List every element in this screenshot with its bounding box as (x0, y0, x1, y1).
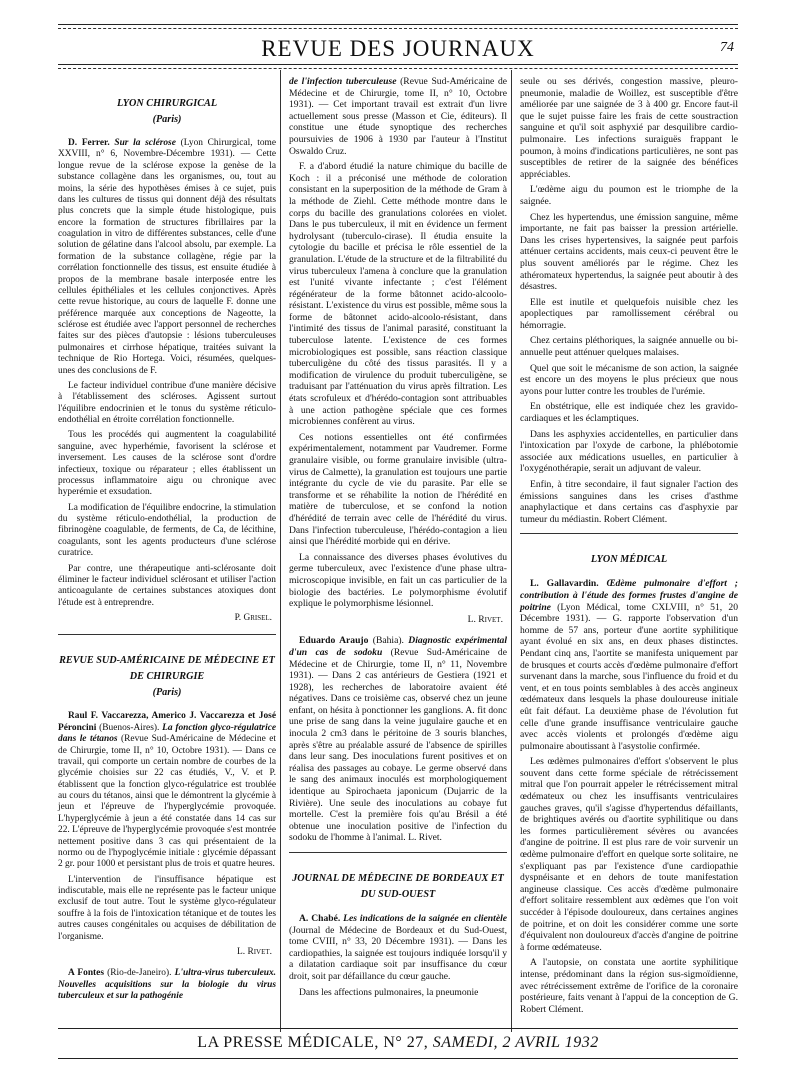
page-footer (58, 1034, 738, 1052)
signature-text: L. Rivet. (467, 613, 503, 625)
article-paragraph (58, 711, 276, 870)
article-place: (Rio-de-Janeiro). (107, 968, 172, 979)
footer-journal: LA PRESSE MÉDICALE, (197, 1034, 379, 1051)
article-paragraph (520, 479, 738, 525)
article-paragraph: L'œdème aigu du poumon est le triomphe de la saignée. (520, 184, 738, 207)
article-paragraph: F. a d'abord étudié la nature chimique du bacille de Koch : il a préconisé une méthode de coloration consistant en la superposition de la méthode de Gram à la méthode de Ziehl. Cette méthode montre dans le corps du bacille des granulations colorées en violet. Dans le pus tuberculeux, il mit en évidence un ferment hydrolysant (tuberculo-cirase). Il étudia ensuite la cytologie du bacille et précisa le rôle essentiel de la granulation. L'étude de la structure et de la filtrabilité du virus tuberculeux l'amena à conclure que la granulation est l'unité vivante infectante ; c'est l'élément régénérateur de la forme bâtonnet acido-alcoolo-résistant. L'existence du virus est possible, même sous la forme de bâtonnet acido-alcoolo-résistant, dans l'intimité des tissus de l'animal parasité, constituant la tuberculose latente. L'existence de ces formes microbiologiques est possible, sans réaction classique tuberculigène du côté des tissus parasités. Il y a modification de virulence du produit tuberculigène, se traduisant par l'atténuation du virus après filtration. Les états scrofuleux et d'hérédo-contagion sont attribuables à une action pathogène spéciale que ces formes microbiennes confèrent au virus. (289, 161, 507, 428)
column-3 (520, 76, 738, 1019)
article-paragraph: Le facteur individuel contribue d'une manière décisive à l'établissement des scléroses. Agissent surtout l'équilibre endocrinien et le tonus du système réticulo-endothélial en étroite corrélation fonctionnelle. (58, 380, 276, 425)
article-paragraph: Chez certains pléthoriques, la saignée annuelle ou bi-annuelle peut atténuer quelques malaises. (520, 335, 738, 359)
top-rule (58, 24, 738, 25)
article-title: Œdème pulmonaire d'effort ; contribution à l'étude des formes frustes d'angine de poitrine (520, 578, 738, 613)
footer-date: SAMEDI, 2 AVRIL 1932 (432, 1034, 599, 1051)
section-title: JOURNAL DE MÉDECINE DE BORDEAUX ET DU SUD-OUEST (292, 873, 504, 900)
article-paragraph: La modification de l'équilibre endocrine, la stimulation du système réticulo-endothélial, la production de fibrinogène coagulable, de ferments, de Ca, de lécithine, coagulants, sont les agents producteurs d'une sclérose curatrice. (58, 502, 276, 559)
article-author: A Fontes (68, 968, 104, 979)
section-heading (58, 96, 276, 128)
signature-text: L. Rivet. (237, 946, 272, 957)
signature-text: P. Grisel. (234, 613, 272, 623)
article-paragraph (289, 635, 507, 844)
article-reference: (Revue Sud-Américaine de Médecine et de Chirurgie, tome II, n° 10, Octobre 1931). — (58, 734, 276, 756)
article-paragraph: La connaissance des diverses phases évolutives du germe tuberculeux, avec l'existence d'une phase ultra-microscopique invisible, en fait un cas particulier de la biologie des bactéries. Le polymorphisme évolutif explique le polymorphisme lésionnel. (289, 551, 507, 610)
article-paragraph: Dans les asphyxies accidentelles, en particulier dans l'intoxication par l'oxyde de carbone, la phlébotomie associée aux médications usuelles, en particulier à l'oxygénothérapie, serait un adjuvant de valeur. (520, 428, 738, 475)
article-title: Diagnostic expérimental d'un cas de sodoku (289, 635, 507, 658)
section-city: (Paris) (152, 114, 182, 125)
section-divider (289, 852, 507, 853)
article-paragraph (289, 76, 507, 157)
header-rule-dashed (58, 68, 738, 69)
section-divider (520, 533, 738, 534)
section-title: LYON MÉDICAL (590, 554, 668, 566)
article-reference: (Revue Sud-Américaine de Médecine et de Chirurgie, tome II, n° 11, Novembre 1931). — (289, 646, 507, 682)
column-2 (289, 76, 507, 1002)
article-paragraph (58, 138, 276, 377)
article-title: Les indications de la saignée en clientèle (343, 913, 507, 924)
signature-text: L. Rivet. (408, 832, 442, 844)
article-paragraph: Chez les hypertendus, une émission sanguine, même importante, ne fait pas baisser la pression artérielle. Dans les crises hypertensives, la saignée peut parfois atténuer certains accidents, mais ceux-ci peuvent être le plus souvent améliorés par le régime. Chez les athéromateux hypertendus, la saignée peut aboutir à des désastres. (520, 211, 738, 293)
article-paragraph: Tous les procédés qui augmentent la coagulabilité sanguine, avec hyperhémie, favorisent la sclérose et inversement. Les causes de la sclérose sont d'ordre infectieux, toxique ou réparateur ; elles établissent un processus inflammatoire aigu ou chronique avec hyperémie et exsudation. (58, 430, 276, 498)
article-paragraph: Quel que soit le mécanisme de son action, la saignée est encore un des moyens le plus précieux que nous ayons pour lutter contre les troubles de l'urémie. (520, 362, 738, 397)
article-text: Enfin, à titre secondaire, il faut signaler l'action des émissions sanguines dans les crises d'asthme anaphylactique et dans certains cas d'asphyxie par tumeur du médiastin. (520, 479, 738, 525)
article-place: (Buenos-Aires). (99, 722, 160, 733)
section-title: LYON CHIRURGICAL (116, 98, 218, 109)
article-author: L. Gallavardin. (530, 578, 599, 590)
masthead: REVUE DES JOURNAUX (261, 36, 535, 61)
article-paragraph: Les œdèmes pulmonaires d'effort s'observent le plus souvent dans cette forme spéciale de rétrécissement mitral que l'on pourrait appeler le rétrécissement mitral œdémateux ou chez les insuffisants ventriculaires gauches graves, qu'il s'agisse d'hypertendus défaillants, de brightiques avérés ou d'aortite syphilitique ou dans les formes particulièrement sévères ou avancées d'angine de poitrine. Il est plus rare de voir survenir un œdème pulmonaire d'effort en quelque sorte solitaire, ne s'expliquant pas par l'existence d'une cardiopathie dyspnéisante et en dehors de toute manifestation angineuse classique. Ces accès d'œdème pulmonaire d'effort solitaire ressemblent aux œdèmes que l'on voit succéder à l'épisode douloureux, dans certaines angines de poitrine, et on doit les considérer comme une sorte d'équivalent non douloureux d'accès d'angine de poitrine à forme œdémateuse. (520, 756, 738, 953)
article-paragraph: Par contre, une thérapeutique anti-sclérosante doit éliminer le facteur individuel sclérosant et utiliser l'action anticoagulante de certaines substances atoxiques dont l'étude est à entreprendre. (58, 563, 276, 608)
article-text: Cet important travail est extrait d'un livre actuellement sous presse (Masson et Cie, éditeurs). Il constitue une étude synoptique des recherches poursuivies de 1906 à 1930 par l'auteur à l'Institut Oswaldo Cruz. (289, 99, 507, 157)
article-paragraph: Dans les affections pulmonaires, la pneumonie (299, 986, 479, 998)
bottom-rule (58, 1058, 738, 1059)
article-reference: (Lyon Chirurgical, tome XXVIII, n° 6, Novembre-Décembre 1931). — (58, 138, 276, 160)
article-reference: (Lyon Médical, tome CXLVIII, n° 51, 20 Décembre 1931). — (520, 601, 738, 625)
article-paragraph: En obstétrique, elle est indiquée chez les gravido-cardiaques et les éclamptiques. (520, 401, 738, 425)
article-paragraph (289, 913, 507, 983)
article-text: Dans ce travail, qui comporte un certain nombre de courbes de la glycémie choisies sur 22 cas étudiés, V., V. et P. établissent que la fonction glyco-régulatrice est troublée au cours du tétanos, ainsi que le démontrent la glycémie à jeun et l'épreuve de l'hyperglycémie provoquée. L'hyperglycémie à jeun a été constatée dans 14 cas sur 22. L'épreuve de l'hyperglycémie provoquée s'est montrée nettement positive dans 3 cas qui présentaient de la normo ou de l'hypoglycémie initiale : glycémie dépassant 2 gr. pour 1000 et persistant plus de trois et quatre heures. (58, 745, 276, 870)
article-paragraph: L'intervention de l'insuffisance hépatique est indiscutable, mais elle ne représente pas le facteur unique exclusif de tout autre. Tout le système glyco-régulateur souffre à la fois de l'intoxication tétanique et de toutes les autres causes congénitales ou acquises de débilitation de l'organisme. (58, 874, 276, 942)
header-rule (58, 64, 738, 65)
article-paragraph: seule ou ses dérivés, congestion massive, pleuro-pneumonie, maladie de Woillez, est susceptible d'être améliorée par une saignée de 3 à 400 gr. Encore faut-il que le sujet puisse faire les frais de cette soustraction sanguine et qu'il soit asphyxié par desquilibre cardio-pulmonaire. Les infections suraiguës frappant le poumon, à moins d'indications particulières, ne sont pas susceptibles de retirer de la saignée des bénéfices appréciables. (520, 76, 738, 180)
article-paragraph: Elle est inutile et quelquefois nuisible chez les apoplectiques par ramollissement cérébral ou hémorragie. (520, 296, 738, 331)
article-title: L'ultra-virus tuberculeux. Nouvelles acquisitions sur la biologie du virus tuberculeux et sur la pathogénie (58, 968, 276, 1001)
article-text: Dans 2 cas antérieurs de Gestiera (1921 et 1928), les recherches de laboratoire avaient été négatives. Dans ce troisième cas, observé chez un jeune enfant, on hésita à ponctionner les ganglions. A. fit donc une prise de sang dans la veine jugulaire gauche et en inocula 2 cm3 dans le péritoine de 3 souris blanches, après s'être au préalable assuré de l'absence de spirilles dans leur sang. Des inoculations furent positives et on réalisa des passages au cobaye. Le germe observé dans le sang des animaux inoculés est morphologiquement identique au Spirochaeta japonicum (Dujarric de la Rivière). Une seule des inoculations au cobaye fut mortelle. C'est la première fois qu'au Brésil a été obtenue une inoculation positive de l'infection du sodoku de l'homme à l'animal. (289, 670, 508, 844)
article-signature (58, 613, 272, 624)
column-separator (280, 70, 281, 1032)
page-number: 74 (720, 40, 734, 55)
article-signature (58, 947, 272, 958)
article-paragraph (520, 957, 738, 1015)
footer-rule (58, 1028, 738, 1029)
article-text: A l'autopsie, on constata une aortite syphilitique intense, prédominant dans la région sus-sigmoïdienne, avec rétrécissement extrême de l'orifice de la coronaire postérieure, faits venant à l'appui de la conception de G. (520, 957, 738, 1004)
article-author: Eduardo Araujo (299, 635, 369, 647)
article-place: (Bahia). (372, 635, 404, 647)
signature-text: Robert Clément. (520, 1003, 584, 1015)
article-signature (289, 614, 503, 626)
article-author: D. Ferrer. (68, 138, 110, 148)
article-author: A. Chabé. (299, 913, 341, 924)
footer-number: N° 27, (383, 1034, 429, 1051)
article-text: — Dans les cardiopathies, la saignée est toujours indiquée lorsqu'il y a dilatation cardiaque soit par insuffisance du cœur droit, soit par défaillance du cœur gauche. (289, 936, 508, 982)
section-heading (58, 653, 276, 701)
article-text: Cette longue revue de la sclérose expose la genèse de la substance collagène dans les organismes, ou, tout au moins, la série des hypothèses émises à ce sujet, puis dans les cultures de tissus qui donnent déjà des résultats plus concrets que la simple étude histologique, puis encore la formation de structures fibrillaires par la coagulation in vitro de différentes substances, celle d'une solution de gélatine dans l'alcool absolu, par exemple. La formation de la substance collagène, régie par la corrélation fonctionnelle des tissus, est ensuite étudiée à propos de la membrane basale interposée entre les cellules épithéliales et les cellules conjonctives. Après cette revue historique, au cours de laquelle F. donne une préférence marquée aux conceptions de Nageotte, la sclérose est étudiée avec l'apport personnel de recherches faites sur des pièces d'autopsie : lésions tuberculeuses pulmonaires et cirrhose hépatique, traitées suivant la technique de Rio Hortega. Voici, résumées, quelques-unes des conclusions de F. (58, 149, 276, 376)
article-title: La fonction glyco-régulatrice dans le tétanos (58, 722, 277, 745)
article-text: G. rapporte l'observation d'un homme de 57 ans, porteur d'une aortite syphilitique ayant évolué en six ans, en deux phases distinctes. Pendant cinq ans, l'aortite se manifesta uniquement par de brusques et courts accès d'œdème pulmonaire d'effort survenant dans la marche, sous l'influence du froid et du vent, et en tous points semblables à des accès angineux œdémateux dans lesquels la phase douloureuse initiale eût fait défaut. La deuxième phase de l'évolution fut celle d'une grande insuffisance ventriculaire gauche avec accès violents et prolongés d'œdème aigu pulmonaire aboutissant à l'asystolie confirmée. (520, 613, 738, 752)
column-1 (58, 76, 276, 1006)
section-title: REVUE SUD-AMÉRICAINE DE MÉDECINE ET DE CHIRURGIE (59, 655, 275, 683)
column-separator (511, 70, 512, 1032)
article-title: de l'infection tuberculeuse (289, 76, 397, 87)
top-rule-dashed (58, 28, 738, 29)
article-author: Raul F. Vaccarezza, Americo J. Vaccarezza et José Péroncini (58, 711, 276, 733)
signature-text: Robert Clément. (603, 513, 668, 525)
article-paragraph (520, 578, 738, 752)
section-heading (520, 552, 738, 568)
section-divider (58, 634, 276, 635)
section-city: (Paris) (152, 687, 182, 699)
article-paragraph: Ces notions essentielles ont été confirmées expérimentalement, notamment par Vaudremer. Forme granulaire visible, ou forme granulaire invisible (ultra-virus de Calmette), la granulation est toujours une partie intégrante du cycle de vie du parasite. Par elle se transforme et se réhabilite la notion de l'hérédité en matière de tuberculose, et se confond la notion d'hérédité de terrain avec celle de l'hérédité du virus. Dans l'infection tuberculeuse, l'hérédo-contagion a lieu ainsi que l'hérédité morbide qui en dérive. (289, 431, 507, 548)
article-reference: (Journal de Médecine de Bordeaux et du Sud-Ouest, tome CVIII, n° 33, 20 Décembre 1931). (289, 924, 507, 948)
article-paragraph (58, 968, 276, 1002)
article-reference: (Revue Sud-Américaine de Médecine et de Chirurgie, tome II, n° 10, Octobre 1931). — (289, 76, 507, 111)
section-heading (289, 871, 507, 903)
article-title: Sur la sclérose (114, 138, 176, 148)
